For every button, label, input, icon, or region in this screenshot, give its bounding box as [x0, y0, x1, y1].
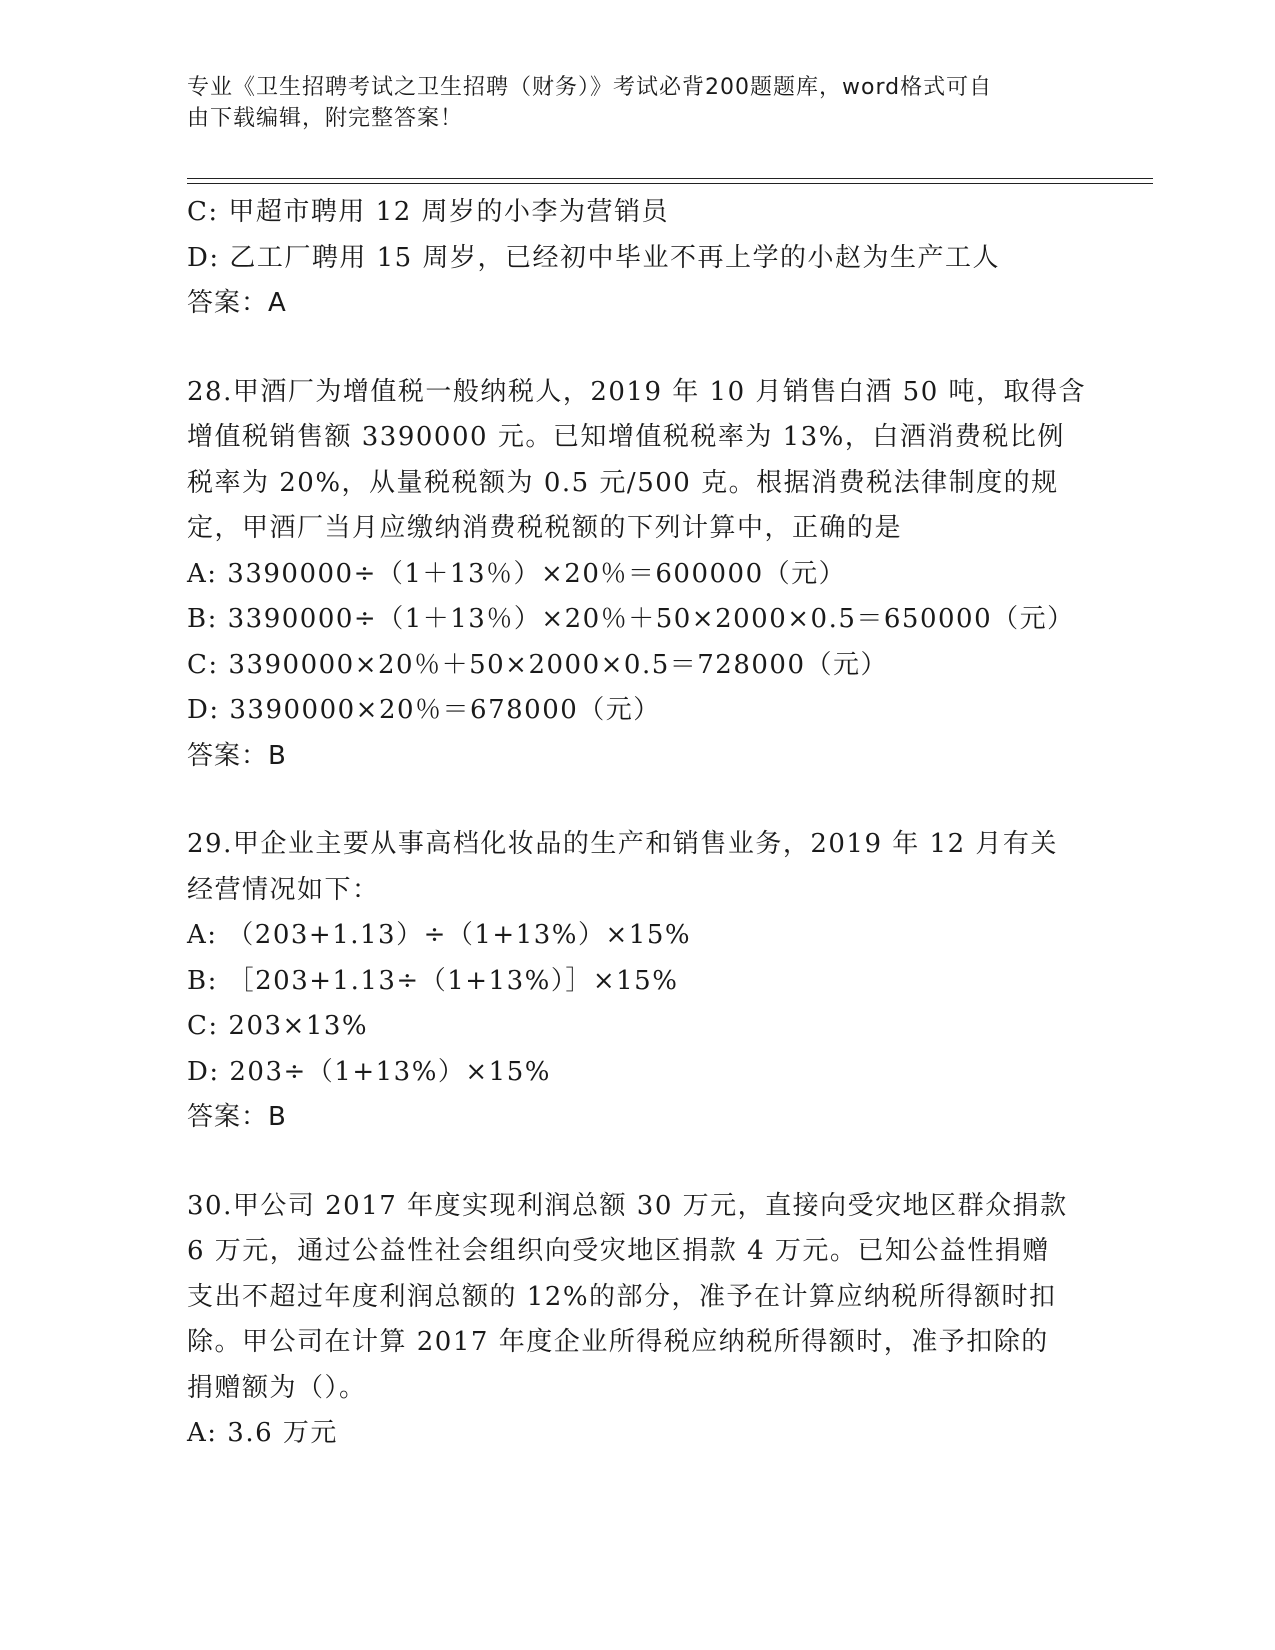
option-d: D: 203÷（1+13%）×15% [187, 1056, 551, 1087]
option-a: A: （203+1.13）÷（1+13%）×15% [187, 920, 692, 950]
stem-line: 税率为 20%，从量税税额为 0.5 元/500 克。根据消费税法律制度的规 [187, 467, 1059, 498]
question-28 [187, 370, 1087, 780]
option-b: B: ［203+1.13÷（1+13%）］×15% [187, 965, 679, 996]
option-c: C: 3390000×20％＋50×2000×0.5＝728000（元） [187, 649, 889, 680]
header-line-2: 由下载编辑，附完整答案！ [187, 106, 464, 131]
option-b: B: 3390000÷（1＋13％）×20％＋50×2000×0.5＝650000（元） [187, 604, 1075, 634]
stem-line: 支出不超过年度利润总额的 12%的部分，准予在计算应纳税所得额时扣 [187, 1281, 1057, 1312]
stem-line: 增值税销售额 3390000 元。已知增值税税率为 13%，白酒消费税比例 [187, 422, 1065, 452]
question-stem [187, 822, 1087, 913]
stem-line: 除。甲公司在计算 2017 年度企业所得税应纳税所得额时，准予扣除的 [187, 1327, 1049, 1357]
spacer [187, 1141, 1087, 1184]
stem-line: 经营情况如下： [187, 874, 380, 905]
option-a: A: 3390000÷（1＋13％）×20％＝600000（元） [187, 558, 847, 589]
stem-line: 捐赠额为（）。 [187, 1372, 367, 1403]
option-c: C: 甲超市聘用 12 周岁的小李为营销员 [187, 197, 670, 227]
spacer [187, 779, 1087, 822]
header-line-1: 专业《卫生招聘考试之卫生招聘（财务）》考试必背200题题库，word格式可自 [187, 75, 993, 100]
spacer [187, 327, 1087, 370]
document-header [187, 72, 1067, 134]
option-a: A: 3.6 万元 [187, 1418, 338, 1448]
header-rule-bottom [187, 183, 1153, 184]
answer-line: 答案：B [187, 740, 287, 771]
stem-line: 30.甲公司 2017 年度实现利润总额 30 万元，直接向受灾地区群众捐款 [187, 1190, 1068, 1221]
header-rule-top [187, 178, 1153, 179]
question-29 [187, 822, 1087, 1141]
question-stem [187, 1184, 1087, 1412]
stem-line: 28.甲酒厂为增值税一般纳税人，2019 年 10 月销售白酒 50 吨，取得含 [187, 376, 1087, 407]
option-d: D: 乙工厂聘用 15 周岁，已经初中毕业不再上学的小赵为生产工人 [187, 242, 1000, 273]
option-c: C: 203×13% [187, 1011, 369, 1041]
stem-line: 定，甲酒厂当月应缴纳消费税税额的下列计算中，正确的是 [187, 513, 903, 543]
option-d: D: 3390000×20％＝678000（元） [187, 695, 661, 725]
carryover-question [187, 190, 1087, 327]
stem-line: 29.甲企业主要从事高档化妆品的生产和销售业务，2019 年 12 月有关 [187, 829, 1058, 859]
answer-line: 答案：A [187, 288, 287, 318]
question-stem [187, 370, 1087, 552]
answer-line: 答案：B [187, 1102, 287, 1132]
question-30 [187, 1184, 1087, 1457]
stem-line: 6 万元，通过公益性社会组织向受灾地区捐款 4 万元。已知公益性捐赠 [187, 1236, 1050, 1266]
document-body [187, 190, 1087, 1457]
